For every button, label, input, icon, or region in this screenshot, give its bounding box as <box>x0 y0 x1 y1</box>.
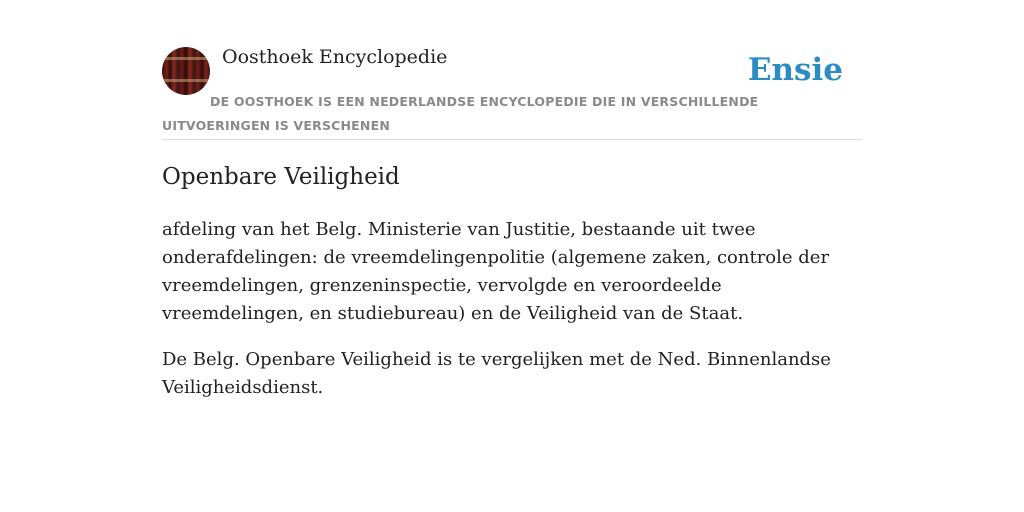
article-title: Openbare Veiligheid <box>162 164 400 190</box>
book-spine-band <box>162 57 210 60</box>
site-tagline: DE OOSTHOEK IS EEN NEDERLANDSE ENCYCLOPEDIE DIE IN VERSCHILLENDE UITVOERINGEN IS VERSCHENEN <box>162 94 759 133</box>
header-divider <box>162 139 862 140</box>
encyclopedia-books-icon[interactable] <box>162 47 210 95</box>
brand-logo[interactable]: Ensie <box>747 52 843 88</box>
article-paragraph: afdeling van het Belg. Ministerie van Justitie, bestaande uit twee onderafdelingen: de vreemdelingenpolitie (algemene zaken, controle der vreemdelingen, grenzeninspectie, vervolgde en veroordeelde vreemdelingen, en studiebureau) en de Veiligheid van de Staat. <box>162 219 830 324</box>
book-spine-band <box>162 79 210 82</box>
site-name[interactable]: Oosthoek Encyclopedie <box>222 46 448 68</box>
article-body <box>162 216 862 420</box>
article-paragraph: De Belg. Openbare Veiligheid is te vergelijken met de Ned. Binnenlandse Veiligheidsdienst. <box>162 349 831 398</box>
